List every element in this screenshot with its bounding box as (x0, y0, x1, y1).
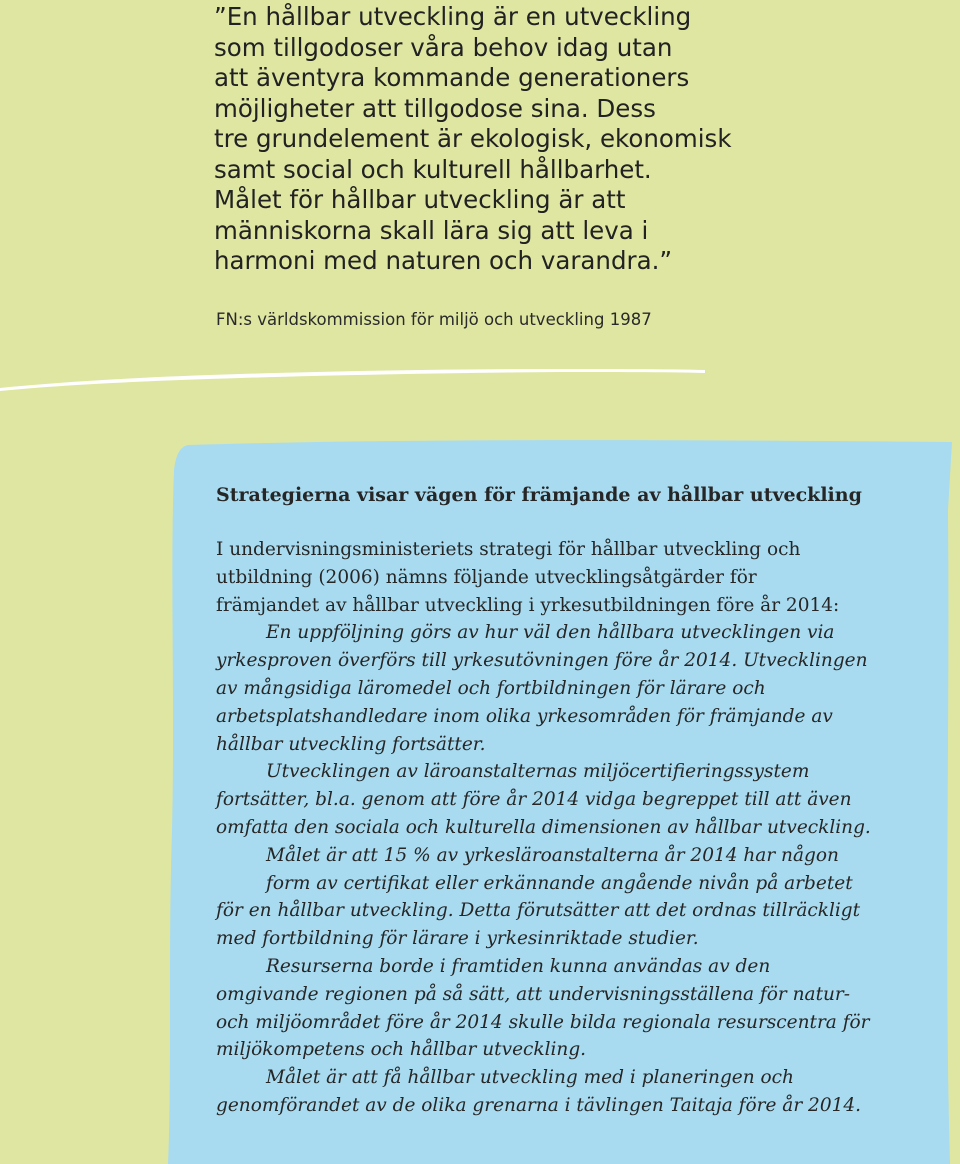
quote-attribution: FN:s världskommission för miljö och utveckling 1987 (216, 310, 652, 329)
brush-divider (0, 360, 720, 400)
quote-line: harmoni med naturen och varandra.” (214, 246, 673, 275)
strategy-box (216, 480, 896, 1120)
quote-line: som tillgodoser våra behov idag utan (214, 32, 673, 62)
measure-line: genomförandet av de olika grenarna i tävlingen Taitaja före år 2014. (216, 1094, 862, 1116)
measure-line: hållbar utveckling fortsätter. (216, 733, 486, 755)
measure-line: Målet är att få hållbar utveckling med i planeringen och (266, 1067, 794, 1089)
quote-line: att äventyra kommande generationers (214, 63, 690, 92)
measure-line: av mångsidiga läromedel och fortbildningen för lärare och (216, 677, 766, 699)
quote-line: samt social och kulturell hållbarhet. (214, 154, 652, 184)
measure-line: Resurserna borde i framtiden kunna användas av den (266, 955, 771, 977)
measure-line: form av certifikat eller erkännande angående nivån på arbetet (266, 872, 853, 894)
quote-block (214, 2, 774, 277)
intro-line: utbildning (2006) nämns följande utvecklingsåtgärder för (216, 566, 757, 588)
quote-line: Målet för hållbar utveckling är att (214, 185, 626, 214)
measure-line: miljökompetens och hållbar utveckling. (216, 1039, 587, 1061)
measure-line: arbetsplatshandledare inom olika yrkesområden för främjande av (216, 705, 833, 727)
strategy-heading: Strategierna visar vägen för främjande av hållbar utveckling (216, 484, 862, 506)
quote-line: möjligheter att tillgodose sina. Dess (214, 93, 656, 123)
quote-line: tre grundelement är ekologisk, ekonomisk (214, 124, 732, 153)
measure-line: yrkesproven överförs till yrkesutövningen före år 2014. Utvecklingen (216, 650, 868, 672)
intro-line: främjandet av hållbar utveckling i yrkesutbildningen före år 2014: (216, 594, 840, 616)
measure-line: omgivande regionen på så sätt, att undervisningsställena för natur- (216, 983, 851, 1005)
measure-line: fortsätter, bl.a. genom att före år 2014 vidga begreppet till att även (216, 789, 852, 811)
measure-line: En uppföljning görs av hur väl den hållbara utvecklingen via (266, 622, 835, 644)
quote-line: människorna skall lära sig att leva i (214, 215, 649, 245)
measure-line: för en hållbar utveckling. Detta förutsätter att det ordnas tillräckligt (216, 900, 861, 922)
measure-line: Målet är att 15 % av yrkesläroanstalterna år 2014 har någon (266, 844, 839, 866)
strategy-body (216, 536, 896, 1120)
intro-line: I undervisningsministeriets strategi för hållbar utveckling och (216, 539, 801, 560)
measure-line: med fortbildning för lärare i yrkesinriktade studier. (216, 928, 699, 950)
measure-line: Utvecklingen av läroanstalternas miljöcertifieringssystem (266, 761, 810, 783)
measure-line: och miljöområdet före år 2014 skulle bilda regionala resurscentra för (216, 1011, 870, 1033)
quote-line: ”En hållbar utveckling är en utveckling (214, 2, 692, 31)
measure-line: omfatta den sociala och kulturella dimensionen av hållbar utveckling. (216, 816, 871, 838)
